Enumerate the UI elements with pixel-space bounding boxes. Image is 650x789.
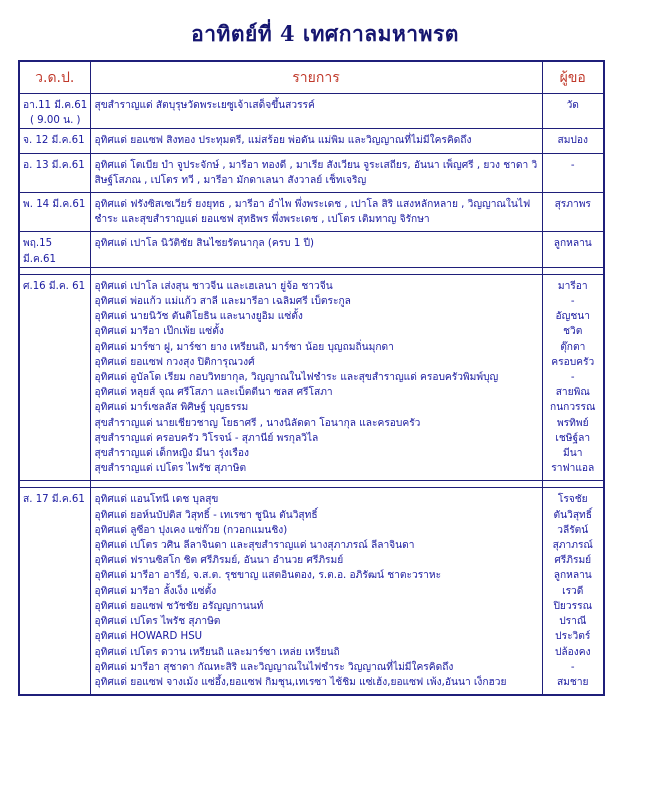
intention-line: สุขสำราญแด่ ครอบครัว วิโรจน์ - สุภานีย์ พรกุลวิไล bbox=[94, 432, 319, 444]
intention-line: อุทิศแด่ มารีอา เป๊กเพ้ย แซ่ตั้ง bbox=[94, 326, 224, 338]
table-row bbox=[19, 274, 604, 481]
row-spacer bbox=[19, 481, 604, 488]
requester-name: ราฟาแอล bbox=[551, 463, 595, 475]
row-items bbox=[90, 94, 542, 129]
requester-name: ตันวิสุทธิ์ bbox=[553, 509, 592, 521]
header-date: ว.ด.ป. bbox=[19, 61, 90, 94]
intention-line: สุขสำราญแด่ เด็กหญิง มีนา รุ่งเรือง bbox=[94, 448, 249, 460]
requester-name: ศรีภิรมย์ bbox=[554, 555, 592, 567]
intention-line: อุทิศแด่ HOWARD HSU bbox=[94, 631, 203, 643]
intention-line: อุทิศแด่ มารีอา ลั้งเง็ง แซ่ตั้ง bbox=[94, 585, 217, 597]
row-requester bbox=[542, 232, 604, 267]
table-header-row bbox=[19, 61, 604, 94]
intention-line: อุทิศแด่ หลุยส์ จุณ ศรีโสภา และเบ็ตตีนา ซลส ศรีโสภา bbox=[94, 387, 333, 399]
requester-name: ชวิต bbox=[563, 326, 583, 338]
row-date bbox=[19, 94, 90, 129]
requester-name: ลูกหลาน bbox=[553, 238, 592, 250]
requester-name: มารีอา bbox=[557, 280, 588, 292]
intention-line: สุขสำราญแด่ สัตบุรุษวัดพระเยซูเจ้าเสด็จขึ้นสวรรค์ bbox=[94, 100, 315, 111]
row-requester bbox=[542, 129, 604, 153]
requester-name: สุภาภรณ์ bbox=[552, 540, 593, 552]
table-row bbox=[19, 193, 604, 232]
row-items bbox=[90, 193, 542, 232]
intention-line: สุขสำราญแด่ นายเชียวชาญ โยธาศรี , นางนิลัดดา โอนากุล และครอบครัว bbox=[94, 417, 421, 429]
intention-line: อุทิศแด่ ยอแซฟ สิงทอง ประทุมตรี, แม่สร้อย พ่อดัน แม่พิม และวิญญาณที่ไม่มีใครคิดถึง bbox=[94, 135, 472, 147]
table-row bbox=[19, 153, 604, 192]
spacer-cell bbox=[542, 267, 604, 274]
row-items bbox=[90, 232, 542, 267]
intention-line: อุทิศแด่ ฟรานซิสโก ชิต ศรีภิรมย์, อันนา อำนวย ศรีภิรมย์ bbox=[94, 555, 344, 567]
requester-name: กนกวรรณ bbox=[550, 402, 596, 414]
intention-line: อุทิศแด่ ยอแซฟ จางเม้ง แซ่อึ้ง,ยอแซฟ กิมชุน,เทเรซา ไช้ชิม แซ่เฮ้ง,ยอแซฟ เพ้ง,อันนา เง็กฮวย bbox=[94, 676, 507, 688]
intention-line: อุทิศแด่ มารีอา สุชาดา กัณหะสิริ และวิญญาณในไฟชำระ วิญญาณที่ไม่มีใครคิดถึง bbox=[94, 661, 454, 673]
requester-name: เรวดี bbox=[562, 585, 584, 597]
requester-name: สายพิณ bbox=[555, 387, 590, 399]
requester-name: สมชาย bbox=[556, 676, 589, 688]
intention-line: อุทิศแด่ ฟรังซิสเซเวียร์ ยงยุทธ , มารีอา อำไพ พึ่งพระเดช , เปาโล สิริ แสงหลักหลาย , วิญญาณในไฟชำระ และสุขสำราญแด่ ยอแซฟ สุทธิพร พึ่งพระเดช , เปโตร เติมทาญ จิรักษา bbox=[94, 199, 531, 226]
spacer-cell bbox=[90, 481, 542, 488]
row-items bbox=[90, 153, 542, 192]
table-body bbox=[19, 94, 604, 696]
intention-line: อุทิศแด่ โตเบีย บำ จูประจักษ์ , มารีอา ทองดี , มาเรีย สังเวียน จูระเสถียร, อันนา เพ็ญศรี , ยวง ชาดา วิสิษฐ์โสภณ , เปโตร ทวี , มารีอา มักดาเลนา สังวาลย์ เช็ทเจริญ bbox=[94, 159, 538, 186]
intention-line: อุทิศแด่ เปาโล นิวัติชัย สินไชยรัตนากุล (ครบ 1 ปี) bbox=[94, 238, 315, 250]
requester-name: เชษิฐ์ลา bbox=[555, 432, 591, 444]
row-requester bbox=[542, 153, 604, 192]
table-row bbox=[19, 129, 604, 153]
date-text: จ. 12 มี.ค.61 bbox=[23, 135, 85, 147]
row-items bbox=[90, 129, 542, 153]
requester-name: ประวิตร์ bbox=[555, 631, 591, 643]
requester-name: ครอบครัว bbox=[551, 356, 595, 368]
intention-line: อุทิศแด่ ยอแซฟ ชวัชชัย อรัญญกานนท์ bbox=[94, 600, 264, 612]
row-requester bbox=[542, 274, 604, 481]
row-date bbox=[19, 488, 90, 695]
intention-line: อุทิศแด่ มาร์ซา ฝู, มาร์ซา ยาง เหรียนถิ, มาร์ซา น้อย บุญถมถิ่นมุกดา bbox=[94, 341, 394, 353]
intention-line: สุขสำราญแด่ เปโตร ไพรัช สุภาษิต bbox=[94, 463, 247, 475]
intention-line: อุทิศแด่ อูบัลโด เรียม กอบวิทยากุล, วิญญาณในไฟชำระ และสุขสำราญแด่ ครอบครัวพิมพ์บุญ bbox=[94, 372, 499, 384]
requester-name: ตุ๊กตา bbox=[560, 341, 586, 353]
row-requester bbox=[542, 488, 604, 695]
row-date bbox=[19, 193, 90, 232]
spacer-cell bbox=[19, 267, 90, 274]
intention-line: อุทิศแด่ เปาโล เส่งสุน ชาวจีน และเฮเลนา ยู่จ้อ ชาวจีน bbox=[94, 280, 333, 292]
date-text: อ. 13 มี.ค.61 bbox=[23, 159, 85, 171]
header-requester: ผู้ขอ bbox=[542, 61, 604, 94]
spacer-cell bbox=[542, 481, 604, 488]
date-text: พฤ.15 มี.ค.61 bbox=[23, 238, 56, 265]
requester-name: ลูกหลาน bbox=[553, 570, 592, 582]
spacer-cell bbox=[90, 267, 542, 274]
row-requester bbox=[542, 193, 604, 232]
requester-name: มีนา bbox=[563, 448, 583, 460]
page-title: อาทิตย์ที่ 4 เทศกาลมหาพรต bbox=[191, 21, 459, 46]
requester-name: - bbox=[570, 159, 575, 171]
date-text: อา.11 มี.ค.61 bbox=[23, 100, 88, 111]
row-date bbox=[19, 129, 90, 153]
intention-line: อุทิศแด่ แอนโทนี เดช บุลสุข bbox=[94, 494, 219, 506]
row-items bbox=[90, 274, 542, 481]
intention-line: อุทิศแด่ นายนิวัช ตันติโยธิน และนางยูอิม แซ่ตั้ง bbox=[94, 311, 303, 323]
row-date bbox=[19, 232, 90, 267]
table-row bbox=[19, 232, 604, 267]
requester-name: ปราณี bbox=[559, 616, 587, 628]
mass-intention-table bbox=[18, 60, 605, 696]
requester-name: โรจชัย bbox=[557, 494, 588, 506]
row-items bbox=[90, 488, 542, 695]
date-text: พ. 14 มี.ค.61 bbox=[23, 199, 86, 211]
requester-name: - bbox=[570, 661, 575, 673]
requester-name: วัด bbox=[566, 100, 579, 111]
table-row bbox=[19, 94, 604, 129]
date-text: ( 9.00 น. ) bbox=[29, 115, 81, 127]
requester-name: ปิยวรรณ bbox=[553, 600, 593, 612]
requester-name: อัญชนา bbox=[555, 311, 590, 323]
row-date bbox=[19, 153, 90, 192]
requester-name: วลีรัตน์ bbox=[557, 524, 589, 536]
intention-line: อุทิศแด่ พ่อแก้ว แม่แก้ว สาลี และมารีอา เฉลิมศรี เบ็ตระกูล bbox=[94, 296, 351, 308]
intention-line: อุทิศแด่ เปโตร ไพรัช สุภาษิต bbox=[94, 616, 221, 628]
date-text: ศ.16 มี.ค. 61 bbox=[23, 280, 86, 292]
intention-line: อุทิศแด่ มาร์เซลลัส พิศิษฐ์ บุญธรรม bbox=[94, 402, 249, 414]
intention-line: อุทิศแด่ ลูซีอา ปุงเคง แซ่ก๊วย (กวอกแมนชิง) bbox=[94, 524, 288, 536]
requester-name: - bbox=[570, 372, 575, 384]
intention-line: อุทิศแด่ ยอห์นบัปติส วิสุทธิ์ - เทเรซา ชูนิน ตันวิสุทธิ์ bbox=[94, 509, 318, 521]
intention-line: อุทิศแด่ มารีอา อารีย์, จ.ส.ต. รุชขาญ แสตอินตอง, ร.ต.อ. อภิรัฒน์ ชาตะวราหะ bbox=[94, 570, 442, 582]
spacer-cell bbox=[19, 481, 90, 488]
requester-name: สุรภาพร bbox=[554, 199, 591, 211]
requester-name: ปล้องคง bbox=[554, 646, 591, 658]
requester-name: พรทิพย์ bbox=[556, 417, 589, 429]
requester-name: สมปอง bbox=[557, 135, 588, 147]
table-row bbox=[19, 488, 604, 695]
row-spacer bbox=[19, 267, 604, 274]
intention-line: อุทิศแด่ เปโตร ดวาน เหรียนถิ และมาร์ซา เหล่ย เหรียนถิ bbox=[94, 646, 340, 658]
intention-line: อุทิศแด่ ยอแซฟ กวงสุง ปิติการุณวงศ์ bbox=[94, 356, 255, 368]
header-items: รายการ bbox=[90, 61, 542, 94]
requester-name: - bbox=[570, 296, 575, 308]
row-requester bbox=[542, 94, 604, 129]
intention-line: อุทิศแด่ เปโตร วศิน ลีลาจินดา และสุขสำราญแด่ นางสุภาภรณ์ ลีลาจินดา bbox=[94, 540, 415, 552]
row-date bbox=[19, 274, 90, 481]
date-text: ส. 17 มี.ค.61 bbox=[23, 494, 85, 506]
